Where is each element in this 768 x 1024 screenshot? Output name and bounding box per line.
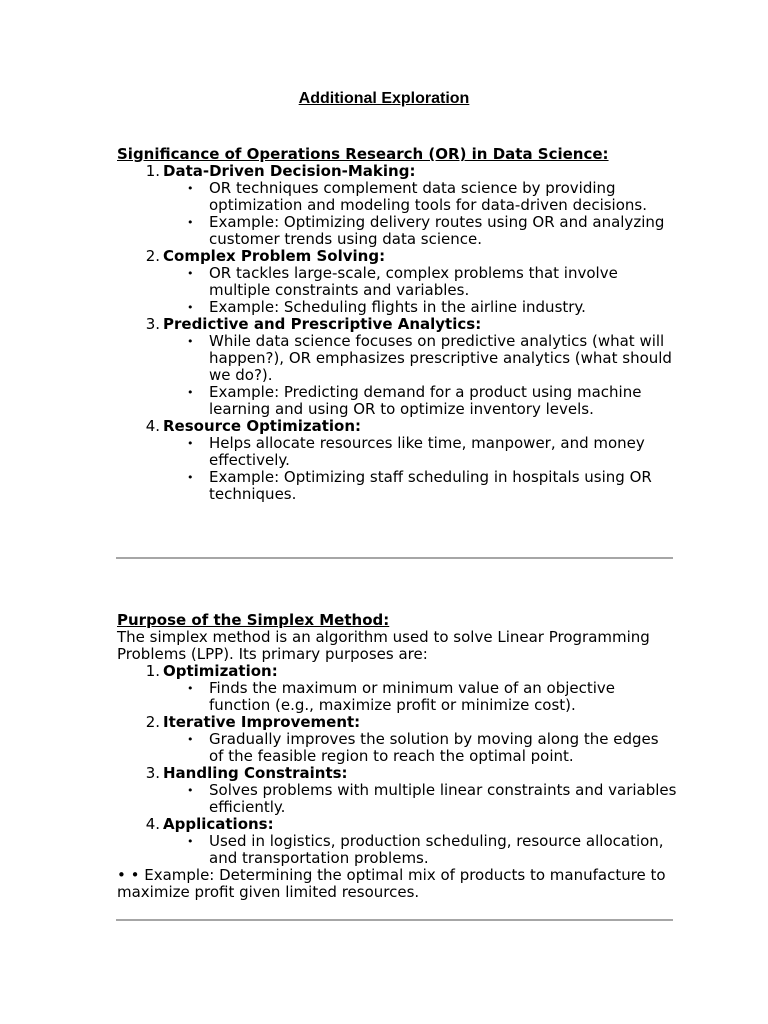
item-title: Data-Driven Decision-Making: xyxy=(163,162,416,180)
example-note: • • Example: Determining the optimal mix of products to manufacture to maximize profit given limited resources. xyxy=(117,866,666,901)
bullet-list xyxy=(163,333,677,418)
bullet-list xyxy=(163,265,677,316)
horizontal-divider xyxy=(116,557,673,559)
bullet-item: • While data science focuses on predictive analytics (what will happen?), OR emphasizes prescriptive analytics (what should we do?). xyxy=(209,333,677,384)
item-title: Handling Constraints: xyxy=(163,764,348,782)
bullet-item: • Used in logistics, production scheduling, resource allocation, and transportation problems. xyxy=(209,833,677,867)
item-number: 3. xyxy=(145,764,160,782)
item-number: 3. xyxy=(145,315,160,333)
list-item xyxy=(145,315,677,418)
list-item xyxy=(145,662,677,714)
list-item xyxy=(145,764,677,816)
bullet-list xyxy=(163,435,677,503)
bullet-item: • OR tackles large-scale, complex problems that involve multiple constraints and variables. xyxy=(209,265,677,299)
item-number: 1. xyxy=(145,662,160,680)
item-number: 1. xyxy=(145,162,160,180)
item-number: 2. xyxy=(145,247,160,265)
section-heading: Purpose of the Simplex Method: xyxy=(117,611,390,629)
horizontal-divider xyxy=(116,919,673,921)
bullet-item: • Finds the maximum or minimum value of an objective function (e.g., maximize profit or minimize cost). xyxy=(209,680,677,714)
bullet-item: • Solves problems with multiple linear constraints and variables efficiently. xyxy=(209,782,677,816)
list-item xyxy=(145,162,677,248)
bullet-list xyxy=(163,680,677,714)
bullet-item: • Example: Scheduling flights in the airline industry. xyxy=(209,299,677,316)
item-title: Resource Optimization: xyxy=(163,417,362,435)
item-number: 4. xyxy=(145,417,160,435)
bullet-item: • OR techniques complement data science by providing optimization and modeling tools for data-driven decisions. xyxy=(209,180,677,214)
item-title: Iterative Improvement: xyxy=(163,713,361,731)
numbered-list xyxy=(117,163,677,503)
section-intro: The simplex method is an algorithm used to solve Linear Programming Problems (LPP). Its primary purposes are: xyxy=(117,628,650,663)
numbered-list xyxy=(117,663,677,867)
bullet-item: • Helps allocate resources like time, manpower, and money effectively. xyxy=(209,435,677,469)
section-heading: Significance of Operations Research (OR) in Data Science: xyxy=(117,145,609,163)
bullet-list xyxy=(163,833,677,867)
bullet-item: • Example: Optimizing delivery routes using OR and analyzing customer trends using data science. xyxy=(209,214,677,248)
section-or-significance xyxy=(117,146,677,503)
bullet-list xyxy=(163,782,677,816)
list-item xyxy=(145,713,677,765)
item-title: Optimization: xyxy=(163,662,278,680)
bullet-item: • Gradually improves the solution by moving along the edges of the feasible region to reach the optimal point. xyxy=(209,731,677,765)
bullet-list xyxy=(163,731,677,765)
item-title: Applications: xyxy=(163,815,274,833)
bullet-list xyxy=(163,180,677,248)
list-item xyxy=(145,417,677,503)
bullet-item: • Example: Optimizing staff scheduling in hospitals using OR techniques. xyxy=(209,469,677,503)
document-title: Additional Exploration xyxy=(298,90,470,107)
item-title: Predictive and Prescriptive Analytics: xyxy=(163,315,482,333)
item-title: Complex Problem Solving: xyxy=(163,247,386,265)
section-simplex-purpose xyxy=(117,612,677,901)
item-number: 4. xyxy=(145,815,160,833)
list-item xyxy=(145,247,677,316)
item-number: 2. xyxy=(145,713,160,731)
bullet-item: • Example: Predicting demand for a product using machine learning and using OR to optimize inventory levels. xyxy=(209,384,677,418)
list-item xyxy=(145,815,677,867)
